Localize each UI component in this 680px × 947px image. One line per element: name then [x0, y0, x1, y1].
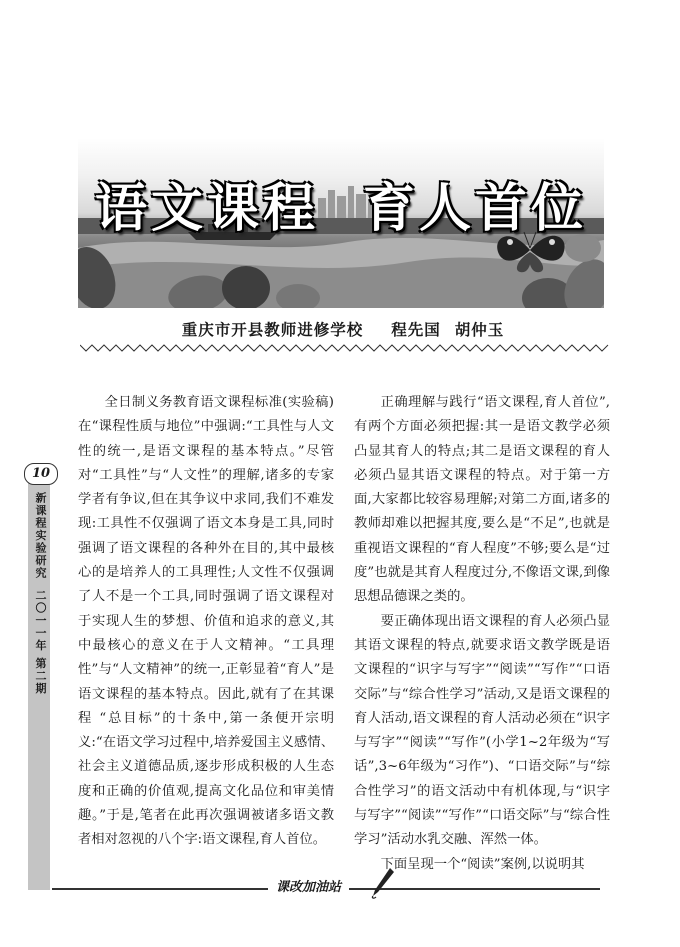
pen-icon [370, 866, 396, 900]
author-name-2: 胡仲玉 [454, 320, 505, 339]
author-affiliation: 重庆市开县教师进修学校 [181, 320, 364, 339]
page-number: 10 [24, 463, 58, 485]
paragraph: 要正确体现出语文课程的育人必须凸显其语文课程的特点,就要求语文教学既是语文课程的“识字与写字”“阅读”“写作”“口语交际”与“综合性学习”活动,又是语文课程的育人活动,语文课程的育人活动必须在“识字与写字”“阅读”“写作”(小学1~2年级为“写话”,3~6年级为“习作”)、“口语交际”与“综合性学习”的语文活动中有机体现,与“识字与写字”“阅读”“写作”“口语交际”与“综合性学习”活动水乳交融、浑然一体。 [354, 613, 610, 848]
banner-title [78, 166, 604, 241]
zigzag-divider [80, 344, 610, 352]
author-name-1: 程先国 [391, 320, 441, 339]
journal-info [30, 492, 48, 695]
title-banner [78, 138, 604, 308]
paragraph: 正确理解与践行“语文课程,育人首位”,有两个方面必须把握:其一是语文教学必须凸显其育人的特点;其二是语文课程的育人必须凸显其语文课程的特点。对于第一方面,大家都比较容易理解;对第二方面,诸多的教师却难以把握其度,要么是“不足”,也就是重视语文课程的“育人程度”不够;要么是“过度”也就是其育人程度过分,不像语文课,到像思想品德课之类的。 [354, 395, 610, 605]
byline [80, 318, 606, 340]
paragraph: 下面呈现一个“阅读”案例,以说明其 [380, 856, 585, 872]
journal-issue: 二〇一一年 第二期 [34, 589, 47, 695]
paragraph: 全日制义务教育语文课程标准(实验稿)在“课程性质与地位”中强调:“工具性与人文性的统一,是语文课程的基本特点。”尽管对“工具性”与“人文性”的理解,诸多的专家学者有争议,但在其争议中求同,我们不难发现:工具性不仅强调了语文本身是工具,同时强调了语文课程的各种外在目的,其中最核心的是培养人的工具理性;人文性不仅强调了人不是一个工具,同时强调了语文课程对于实现人生的梦想、价值和追求的意义,其中最核心的意义在于人文精神。“工具理性”与“人文精神”的统一,正彰显着“育人”是语文课程的基本特点。因此,就有了在其课程 “总目标”的十条中,第一条便开宗明义:“在语文学习过程中,培养爱国主义感情、社会主义道德品质,逐步形成积极的人生态度和正确的价值观,提高文化品位和审美情趣。”于是,笔者在此再次强调被诸多语文教者相对忽视的八个字:语文课程,育人首位。 [78, 395, 334, 848]
column-label: 课改加油站 [268, 876, 349, 895]
journal-name: 新课程实验研究 [34, 492, 47, 580]
article-column-left [78, 391, 334, 853]
article-column-right [354, 391, 610, 877]
banner-title-part1: 语文课程 [94, 179, 319, 239]
banner-title-part2: 育人首位 [363, 179, 588, 239]
